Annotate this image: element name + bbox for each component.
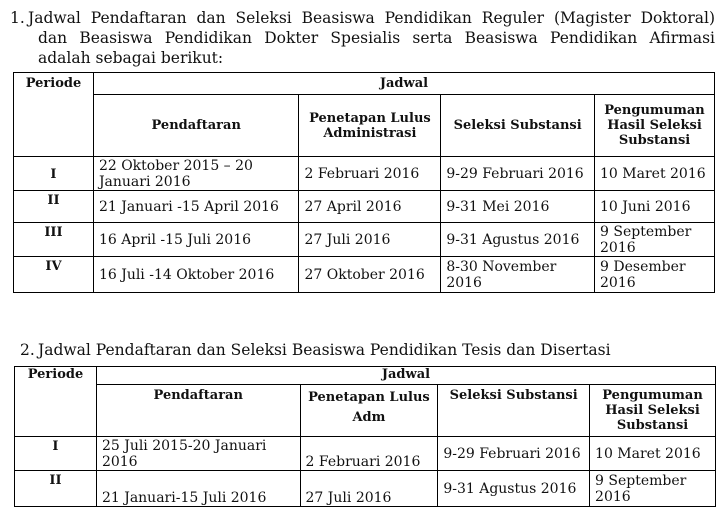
- table-1-cell: 22 Oktober 2015 – 20 Januari 2016: [93, 157, 299, 191]
- table-1-cell: 16 April -15 Juli 2016: [93, 223, 299, 257]
- table-2-col-pendaftaran: Pendaftaran: [96, 385, 300, 437]
- section-1-number: 1.: [10, 9, 25, 27]
- table-2-periode-cell: I: [15, 437, 97, 471]
- schedule-table-1: [13, 72, 715, 293]
- section-1-line-1: 1. Jadwal Pendaftaran dan Seleksi Beasiswa Pendidikan Reguler (Magister Doktoral): [10, 9, 715, 27]
- section-1-heading: [10, 8, 715, 68]
- table-1-cell: 21 Januari -15 April 2016: [93, 191, 299, 223]
- table-1-header-row: [14, 73, 715, 95]
- table-1-col-penetapan: Penetapan Lulus Administrasi: [299, 95, 441, 157]
- section-1-line-3: adalah sebagai berikut:: [38, 49, 224, 67]
- table-row: [14, 257, 715, 293]
- table-row: [15, 471, 716, 507]
- table-2-periode-cell: II: [15, 471, 97, 507]
- table-1-cell: 9 September 2016: [595, 223, 715, 257]
- table-1-cell: 9-29 Februari 2016: [441, 157, 595, 191]
- section-1-line-2: dan Beasiswa Pendidikan Dokter Spesialis serta Beasiswa Pendidikan Afirmasi: [38, 29, 715, 47]
- table-1-cell: 16 Juli -14 Oktober 2016: [93, 257, 299, 293]
- table-2-header-periode: Periode: [15, 367, 97, 437]
- table-2-col-pengumuman: Pengumuman Hasil Seleksi Substansi: [590, 385, 716, 437]
- table-1-periode-cell: I: [14, 157, 94, 191]
- table-row: [15, 437, 716, 471]
- table-1-periode-cell: III: [14, 223, 94, 257]
- table-1-header-jadwal: Jadwal: [93, 73, 714, 95]
- table-2-cell: 9-29 Februari 2016: [438, 437, 590, 471]
- table-1-cell: 2 Februari 2016: [299, 157, 441, 191]
- table-2-cell: 9 September 2016: [590, 471, 716, 507]
- table-2-cell: 27 Juli 2016: [300, 471, 438, 507]
- section-2-text: Jadwal Pendaftaran dan Seleksi Beasiswa Pendidikan Tesis dan Disertasi: [38, 341, 611, 359]
- table-1-cell: 10 Juni 2016: [595, 191, 715, 223]
- table-row: [14, 223, 715, 257]
- table-1-cell: 8-30 November 2016: [441, 257, 595, 293]
- table-2-cell: 9-31 Agustus 2016: [438, 471, 590, 507]
- table-1-col-pendaftaran: Pendaftaran: [93, 95, 299, 157]
- section-2-heading: [20, 340, 720, 360]
- table-2-subheader-row: [15, 385, 716, 437]
- table-1-cell: 9-31 Agustus 2016: [441, 223, 595, 257]
- table-2-col-penetapan: Penetapan Lulus Adm: [300, 385, 438, 437]
- table-2-cell: 25 Juli 2015-20 Januari 2016: [96, 437, 300, 471]
- table-1-cell: 27 Juli 2016: [299, 223, 441, 257]
- table-row: [14, 191, 715, 223]
- table-1-col-seleksi: Seleksi Substansi: [441, 95, 595, 157]
- table-2-col-seleksi: Seleksi Substansi: [438, 385, 590, 437]
- table-2-cell: 2 Februari 2016: [300, 437, 438, 471]
- table-1-cell: 9 Desember 2016: [595, 257, 715, 293]
- table-1-periode-cell: IV: [14, 257, 94, 293]
- table-1-cell: 27 April 2016: [299, 191, 441, 223]
- table-2-header-jadwal: Jadwal: [96, 367, 715, 385]
- table-1-cell: 9-31 Mei 2016: [441, 191, 595, 223]
- table-2-cell: 10 Maret 2016: [590, 437, 716, 471]
- table-2-header-row: [15, 367, 716, 385]
- table-1-subheader-row: [14, 95, 715, 157]
- schedule-table-2: [14, 366, 716, 507]
- table-1-periode-cell: II: [14, 191, 94, 223]
- table-1-col-pengumuman: Pengumuman Hasil Seleksi Substansi: [595, 95, 715, 157]
- table-1-cell: 27 Oktober 2016: [299, 257, 441, 293]
- table-1-cell: 10 Maret 2016: [595, 157, 715, 191]
- table-1-header-periode: Periode: [14, 73, 94, 157]
- table-2-cell: 21 Januari-15 Juli 2016: [96, 471, 300, 507]
- section-2-number: 2.: [20, 341, 35, 359]
- table-row: [14, 157, 715, 191]
